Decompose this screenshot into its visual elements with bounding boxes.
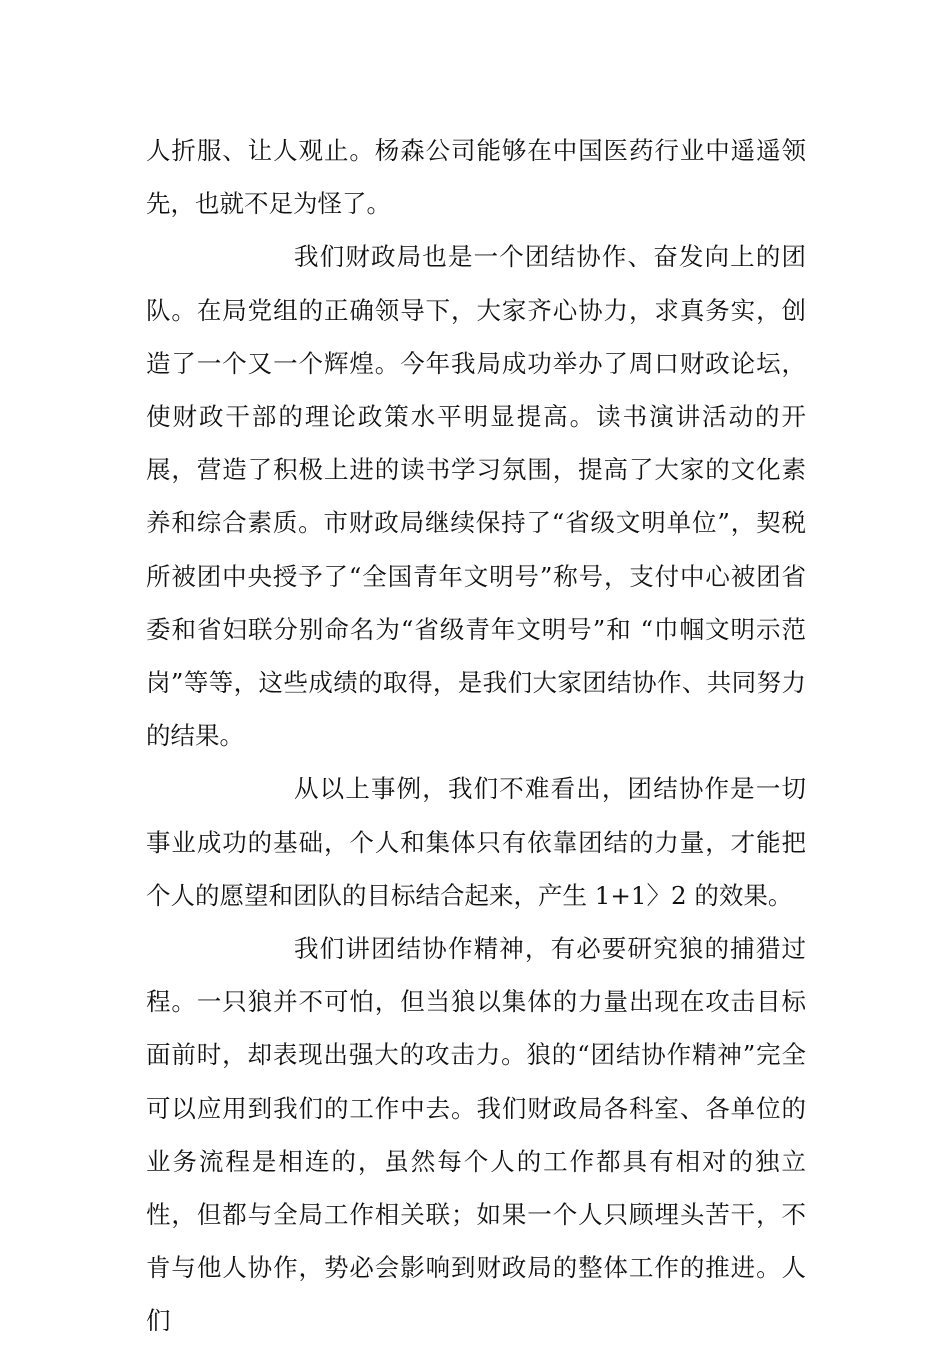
paragraph-finance-bureau: 我们财政局也是一个团结协作、奋发向上的团队。在局党组的正确领导下，大家齐心协力，求真务实，创造了一个又一个辉煌。今年我局成功举办了周口财政论坛，使财政干部的理论政策水平明显提高。读书演讲活动的开展，营造了积极上进的读书学习氛围，提高了大家的文化素养和综合素质。市财政局继续保持了“省级文明单位”，契税所被团中央授予了“全国青年文明号”称号，支付中心被团省委和省妇联分别命名为“省级青年文明号”和 “巾帼文明示范岗”等等，这些成绩的取得，是我们大家团结协作、共同努力的结果。 <box>146 242 806 751</box>
paragraph-continuation: 人折服、让人观止。杨森公司能够在中国医药行业中遥遥领先，也就不足为怪了。 <box>146 136 806 219</box>
paragraph-conclusion: 从以上事例，我们不难看出，团结协作是一切事业成功的基础，个人和集体只有依靠团结的力量，才能把个人的愿望和团队的目标结合起来，产生 1+1〉2 的效果。 <box>146 774 806 910</box>
document-body <box>146 124 806 1348</box>
paragraph-wolf-teamwork: 我们讲团结协作精神，有必要研究狼的捕猎过程。一只狼并不可怕，但当狼以集体的力量出现在攻击目标面前时，却表现出强大的攻击力。狼的“团结协作精神”完全可以应用到我们的工作中去。我们财政局各科室、各单位的业务流程是相连的，虽然每个人的工作都具有相对的独立性，但都与全局工作相关联；如果一个人只顾埋头苦干，不肯与他人协作，势必会影响到财政局的整体工作的推进。人们 <box>146 934 806 1336</box>
